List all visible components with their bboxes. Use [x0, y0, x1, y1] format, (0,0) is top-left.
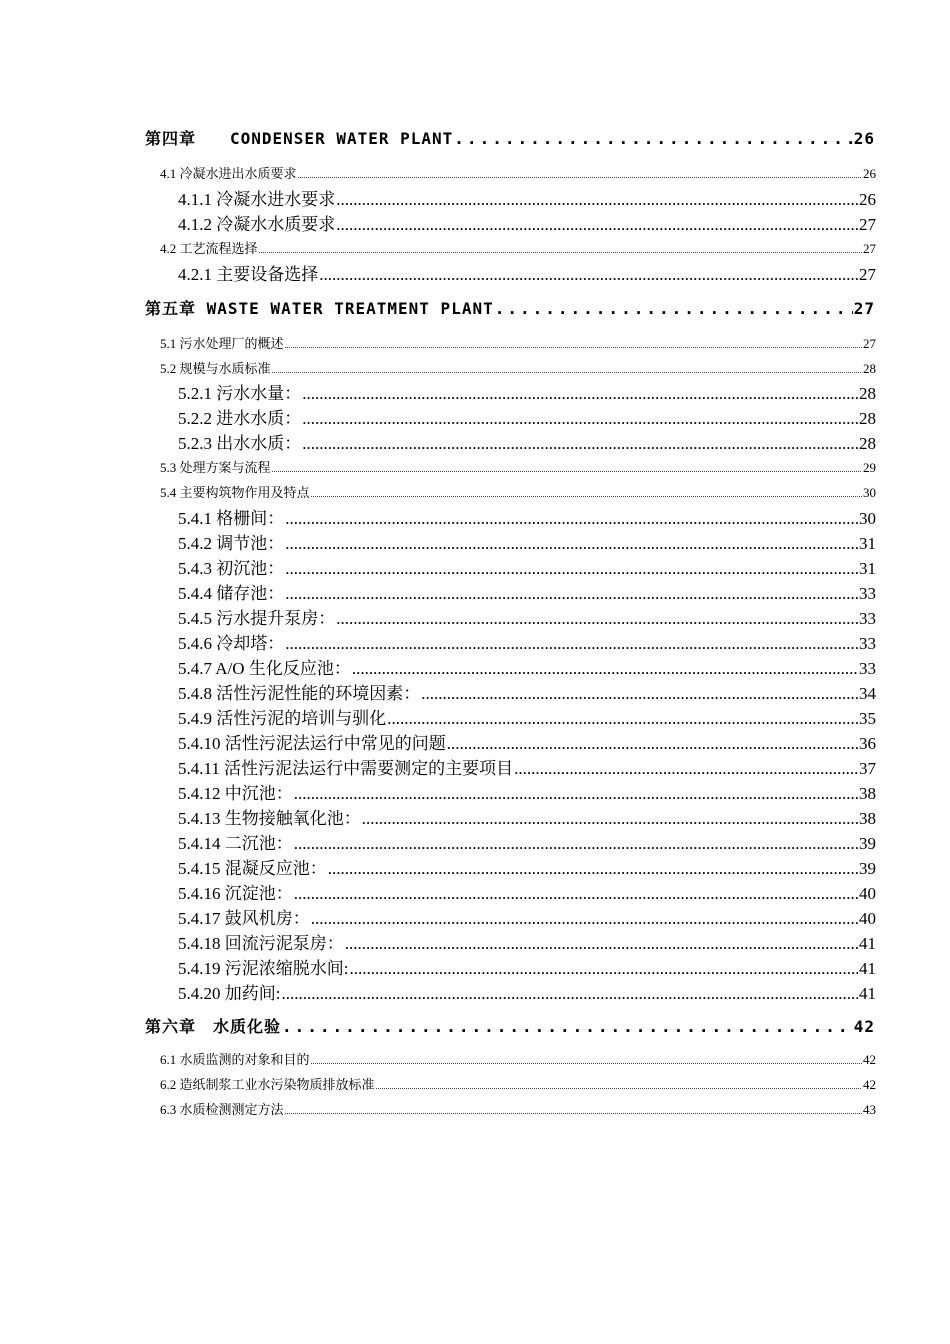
- toc-entry-page: 28: [859, 384, 876, 403]
- dot-leader: [447, 734, 858, 754]
- toc-entry-page: 42: [863, 1052, 876, 1067]
- dot-leader: [285, 634, 858, 654]
- dot-leader: [272, 361, 862, 377]
- toc-entry[interactable]: [178, 929, 876, 954]
- toc-entry[interactable]: [160, 1074, 876, 1093]
- dot-leader: [376, 1077, 862, 1093]
- dot-leader: [282, 1017, 853, 1036]
- toc-entry-title: 5.1 污水处理厂的概述: [160, 336, 284, 351]
- toc-entry[interactable]: [160, 1099, 876, 1118]
- toc-entry[interactable]: [178, 704, 876, 729]
- toc-entry-page: 35: [859, 709, 876, 728]
- toc-entry[interactable]: [145, 126, 875, 149]
- toc-entry[interactable]: [178, 629, 876, 654]
- toc-entry[interactable]: [178, 729, 876, 754]
- dot-leader: [352, 659, 858, 679]
- dot-leader: [311, 1052, 862, 1068]
- toc-entry-title: 5.4.10 活性污泥法运行中常见的问题: [178, 734, 446, 753]
- toc-entry-title: 6.1 水质监测的对象和目的: [160, 1052, 310, 1067]
- dot-leader: [345, 934, 858, 954]
- dot-leader: [387, 709, 858, 729]
- toc-entry-title: 5.4.4 储存池：: [178, 584, 285, 603]
- toc-entry-title: 5.4.3 初沉池：: [178, 559, 285, 578]
- dot-leader: [311, 485, 862, 501]
- toc-entry-page: 27: [853, 299, 875, 318]
- toc-entry[interactable]: [178, 679, 876, 704]
- toc-entry-page: 31: [859, 534, 876, 553]
- toc-entry-page: 30: [863, 485, 876, 500]
- toc-entry[interactable]: [178, 879, 876, 904]
- toc-entry[interactable]: [178, 904, 876, 929]
- toc-entry-page: 30: [859, 509, 876, 528]
- toc-entry-title: 5.4.9 活性污泥的培训与驯化: [178, 709, 387, 728]
- toc-entry[interactable]: [178, 429, 876, 454]
- toc-entry-page: 26: [859, 190, 876, 209]
- toc-entry-title: 5.4.19 污泥浓缩脱水间:: [178, 959, 349, 978]
- toc-entry-title: 第五章 WASTE WATER TREATMENT PLANT: [145, 299, 494, 318]
- toc-entry-page: 37: [859, 759, 876, 778]
- dot-leader: [285, 1102, 862, 1118]
- dot-leader: [362, 809, 858, 829]
- toc-entry[interactable]: [160, 358, 876, 377]
- toc-entry-title: 5.2.1 污水水量：: [178, 384, 302, 403]
- toc-entry-page: 27: [859, 265, 876, 284]
- toc-entry[interactable]: [178, 954, 876, 979]
- toc-entry-page: 29: [863, 460, 876, 475]
- toc-entry-page: 27: [863, 241, 876, 256]
- toc-entry-title: 5.4.14 二沉池：: [178, 834, 293, 853]
- toc-entry-page: 34: [859, 684, 876, 703]
- dot-leader: [272, 460, 862, 476]
- toc-entry-title: 5.4.16 沉淀池：: [178, 884, 293, 903]
- toc-entry[interactable]: [178, 185, 876, 210]
- toc-entry-title: 5.3 处理方案与流程: [160, 460, 271, 475]
- toc-entry[interactable]: [160, 163, 876, 182]
- toc-entry-page: 38: [859, 784, 876, 803]
- toc-entry-title: 4.2.1 主要设备选择: [178, 265, 319, 284]
- toc-entry-title: 5.4.1 格栅间：: [178, 509, 285, 528]
- dot-leader: [311, 909, 858, 929]
- toc-entry[interactable]: [178, 529, 876, 554]
- dot-leader: [281, 984, 858, 1004]
- toc-entry[interactable]: [178, 579, 876, 604]
- dot-leader: [349, 959, 858, 979]
- toc-entry-title: 4.1 冷凝水进出水质要求: [160, 166, 297, 181]
- toc-entry[interactable]: [178, 604, 876, 629]
- toc-entry-page: 38: [859, 809, 876, 828]
- toc-entry-page: 39: [859, 834, 876, 853]
- toc-entry-page: 41: [859, 959, 876, 978]
- toc-entry-page: 43: [863, 1102, 876, 1117]
- toc-entry-page: 26: [853, 129, 875, 148]
- toc-entry-title: 4.1.2 冷凝水水质要求: [178, 215, 336, 234]
- toc-entry[interactable]: [178, 979, 876, 1004]
- dot-leader: [302, 434, 858, 454]
- toc-entry-page: 33: [859, 609, 876, 628]
- toc-entry-title: 5.4 主要构筑物作用及特点: [160, 485, 310, 500]
- dot-leader: [285, 584, 858, 604]
- dot-leader: [336, 609, 858, 629]
- toc-entry[interactable]: [160, 482, 876, 501]
- toc-entry-page: 28: [863, 361, 876, 376]
- toc-entry[interactable]: [178, 779, 876, 804]
- toc-entry-title: 5.2.3 出水水质：: [178, 434, 302, 453]
- toc-entry-title: 第六章 水质化验: [145, 1017, 282, 1036]
- toc-entry[interactable]: [145, 1014, 875, 1037]
- toc-entry[interactable]: [178, 829, 876, 854]
- toc-entry-page: 42: [863, 1077, 876, 1092]
- toc-entry-title: 5.4.11 活性污泥法运行中需要测定的主要项目: [178, 759, 514, 778]
- dot-leader: [285, 534, 858, 554]
- toc-entry[interactable]: [178, 754, 876, 779]
- toc-entry[interactable]: [160, 238, 876, 257]
- toc-entry-title: 5.4.18 回流污泥泵房：: [178, 934, 344, 953]
- dot-leader: [328, 859, 858, 879]
- toc-entry[interactable]: [160, 457, 876, 476]
- dot-leader: [454, 129, 852, 148]
- toc-entry-title: 第四章 CONDENSER WATER PLANT: [145, 129, 454, 148]
- toc-entry-title: 5.4.12 中沉池：: [178, 784, 293, 803]
- toc-entry-page: 40: [859, 909, 876, 928]
- toc-entry-page: 28: [859, 409, 876, 428]
- dot-leader: [298, 166, 862, 182]
- dot-leader: [294, 884, 858, 904]
- dot-leader: [285, 509, 858, 529]
- toc-entry[interactable]: [178, 504, 876, 529]
- toc-entry[interactable]: [160, 1049, 876, 1068]
- dot-leader: [259, 241, 862, 257]
- toc-entry-title: 5.4.20 加药间:: [178, 984, 281, 1003]
- toc-entry-title: 5.4.7 A/O 生化反应池：: [178, 659, 351, 678]
- toc-entry[interactable]: [178, 804, 876, 829]
- toc-entry-page: 40: [859, 884, 876, 903]
- toc-entry-page: 33: [859, 634, 876, 653]
- toc-entry[interactable]: [160, 333, 876, 352]
- dot-leader: [294, 784, 858, 804]
- toc-entry-page: 27: [863, 336, 876, 351]
- toc-entry-title: 5.2 规模与水质标准: [160, 361, 271, 376]
- dot-leader: [285, 336, 862, 352]
- toc-entry[interactable]: [178, 854, 876, 879]
- toc-entry[interactable]: [178, 654, 876, 679]
- toc-entry-title: 4.2 工艺流程选择: [160, 241, 258, 256]
- toc-entry-page: 42: [853, 1017, 875, 1036]
- toc-entry-page: 28: [859, 434, 876, 453]
- dot-leader: [302, 384, 858, 404]
- toc-entry-title: 5.2.2 进水水质：: [178, 409, 302, 428]
- toc-entry-page: 31: [859, 559, 876, 578]
- dot-leader: [336, 215, 858, 235]
- toc-entry[interactable]: [178, 260, 876, 285]
- toc-entry[interactable]: [178, 379, 876, 404]
- toc-entry-page: 41: [859, 934, 876, 953]
- dot-leader: [302, 409, 858, 429]
- dot-leader: [514, 759, 858, 779]
- dot-leader: [285, 559, 858, 579]
- toc-entry-page: 26: [863, 166, 876, 181]
- toc-entry-title: 6.3 水质检测测定方法: [160, 1102, 284, 1117]
- dot-leader: [336, 190, 858, 210]
- toc-entry-title: 5.4.6 冷却塔：: [178, 634, 285, 653]
- toc-entry-title: 5.4.13 生物接触氧化池：: [178, 809, 361, 828]
- toc-entry-page: 33: [859, 584, 876, 603]
- toc-entry-page: 33: [859, 659, 876, 678]
- toc-entry-title: 5.4.5 污水提升泵房：: [178, 609, 336, 628]
- toc-entry-title: 4.1.1 冷凝水进水要求: [178, 190, 336, 209]
- toc-entry-title: 5.4.17 鼓风机房：: [178, 909, 310, 928]
- toc-entry[interactable]: [178, 554, 876, 579]
- toc-entry-page: 39: [859, 859, 876, 878]
- dot-leader: [319, 265, 858, 285]
- toc-entry[interactable]: [178, 404, 876, 429]
- toc-entry-title: 5.4.8 活性污泥性能的环境因素：: [178, 684, 421, 703]
- toc-entry-page: 36: [859, 734, 876, 753]
- toc-entry[interactable]: [145, 296, 875, 319]
- toc-entry-title: 5.4.15 混凝反应池：: [178, 859, 327, 878]
- toc-entry-page: 27: [859, 215, 876, 234]
- toc-entry-title: 6.2 造纸制浆工业水污染物质排放标准: [160, 1077, 375, 1092]
- dot-leader: [495, 299, 853, 318]
- toc-entry-title: 5.4.2 调节池：: [178, 534, 285, 553]
- dot-leader: [294, 834, 858, 854]
- toc-entry[interactable]: [178, 210, 876, 235]
- toc-entry-page: 41: [859, 984, 876, 1003]
- dot-leader: [421, 684, 858, 704]
